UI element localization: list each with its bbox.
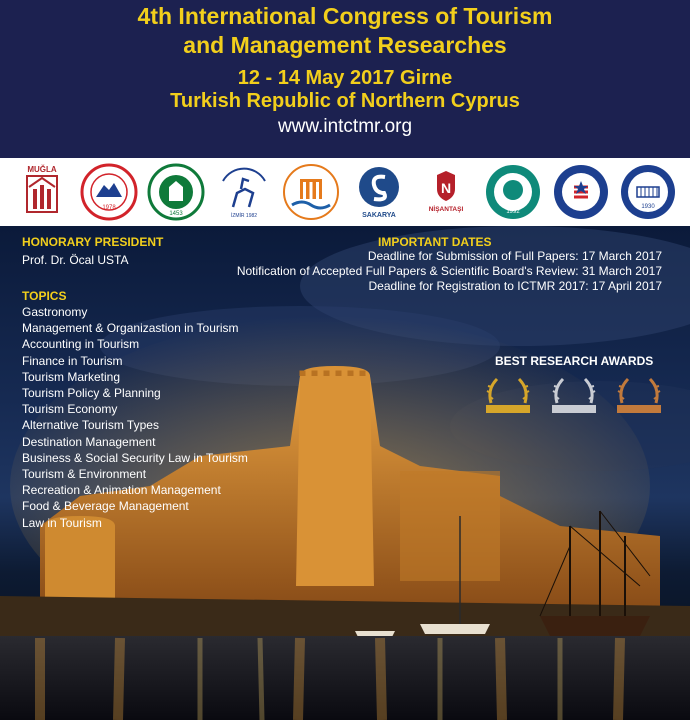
date-item-notification: Notification of Accepted Full Papers & Scientific Board's Review: 31 March 2017: [236, 264, 662, 278]
istanbul-logo-year: 1453: [169, 211, 184, 217]
topic-item: Food & Beverage Management: [22, 499, 189, 514]
congress-location: Turkish Republic of Northern Cyprus: [170, 90, 520, 112]
best-research-awards-heading: BEST RESEARCH AWARDS: [495, 354, 654, 368]
topic-item: Business & Social Security Law in Tourism: [22, 450, 248, 465]
silver-award-icon: [549, 375, 599, 417]
congress-title-line2: and Management Researches: [183, 32, 507, 58]
bronze-award-icon: [614, 375, 664, 417]
azerbaijan-logo-year: 1930: [641, 204, 655, 210]
congress-url-link[interactable]: www.intctmr.org: [277, 116, 413, 137]
topic-item: Tourism Policy & Planning: [22, 386, 161, 401]
date-item-full-papers: Deadline for Submission of Full Papers: 17 March 2017: [367, 249, 662, 263]
gold-award-icon: [483, 375, 533, 417]
sakarya-logo: [350, 163, 408, 221]
topics-list: [22, 304, 322, 531]
topic-item: Law in Tourism: [22, 515, 102, 530]
dokuz-eylul-logo-year: İZMİR 1982: [230, 213, 257, 219]
istanbul-logo: [147, 163, 205, 221]
topic-item: Tourism & Environment: [22, 467, 147, 482]
topic-item: Alternative Tourism Types: [22, 418, 159, 433]
congress-title-line1: 4th International Congress of Tourism: [137, 3, 553, 29]
svg-text:N: N: [440, 180, 452, 196]
erciyes-logo-year: 1978: [102, 205, 116, 211]
honorary-president-name: Prof. Dr. Öcal USTA: [22, 253, 129, 267]
important-dates-heading: IMPORTANT DATES: [378, 235, 492, 249]
nisantasi-logo: [417, 163, 475, 221]
erciyes-logo: [80, 163, 138, 221]
balikesir-logo: [484, 163, 542, 221]
topic-item: Accounting in Tourism: [22, 337, 140, 352]
topic-item: Destination Management: [22, 434, 156, 449]
aston-logo: [552, 163, 610, 221]
balikesir-logo-year: 1992: [506, 209, 521, 215]
azerbaijan-logo: [619, 163, 677, 221]
honorary-president-heading: HONORARY PRESIDENT: [22, 235, 164, 249]
topic-item: Finance in Tourism: [22, 353, 123, 368]
topic-item: Tourism Economy: [22, 402, 118, 417]
topics-heading: TOPICS: [22, 289, 67, 303]
topic-item: Gastronomy: [22, 305, 88, 319]
dokuz-eylul-logo: [215, 163, 273, 221]
congress-dates: 12 - 14 May 2017 Girne: [237, 67, 453, 89]
mugla-logo: [13, 163, 71, 221]
mugla-logo-label: MUĞLA: [27, 165, 57, 174]
mersin-logo: [282, 163, 340, 221]
partner-logos-strip: [0, 158, 690, 226]
topic-item: Management & Organizastion in Tourism: [22, 321, 239, 336]
topic-item: Recreation & Animation Management: [22, 483, 221, 498]
topic-item: Tourism Marketing: [22, 369, 121, 384]
svg-text:SAKARYA: SAKARYA: [361, 212, 396, 219]
svg-text:NİŞANTAŞI: NİŞANTAŞI: [428, 206, 464, 213]
date-item-registration: Deadline for Registration to ICTMR 2017: 17 April 2017: [368, 279, 662, 293]
important-dates-list: [237, 249, 662, 294]
header-banner: [0, 0, 690, 158]
